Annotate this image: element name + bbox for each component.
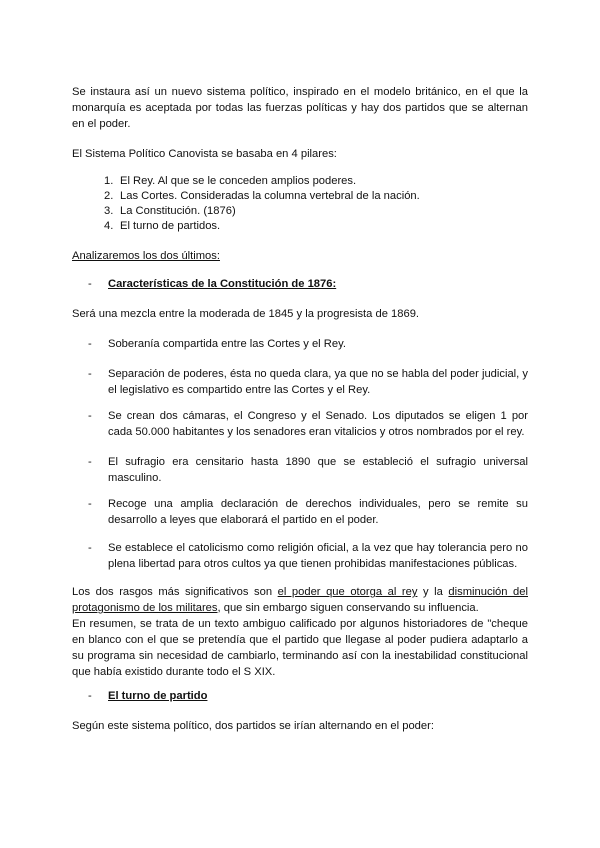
analyze-subtitle: Analizaremos los dos últimos: <box>72 250 220 262</box>
section-heading-turno: - El turno de partido <box>88 690 208 702</box>
bullet-item: - Soberanía compartida entre las Cortes y el Rey. <box>88 338 346 350</box>
section-heading-constitution: - Características de la Constitución de 1876: <box>88 278 337 290</box>
bullet-item: - Se establece el catolicismo como religión oficial, a la vez que hay tolerancia pero no plena libertad para otros cultos ya que tienen prohibidas manifestaciones públicas. <box>88 542 528 570</box>
pillars-intro: El Sistema Político Canovista se basaba en 4 pilares: <box>72 148 337 160</box>
list-item: 3. La Constitución. (1876) <box>104 205 236 217</box>
pillars-list <box>104 174 528 234</box>
list-item: 4. El turno de partidos. <box>104 220 221 232</box>
summary-paragraph: En resumen, se trata de un texto ambiguo calificado por algunos historiadores de "cheque en blanco con el que se pretendía que el partido que llegase al poder pudiera adaptarlo a su programa sin necesidad de cambiarlo, terminando así con la inestabilidad constitucional que había existido durante todo el S XIX. <box>72 618 528 678</box>
intro-paragraph: Se instaura así un nuevo sistema político, inspirado en el modelo británico, en el que la monarquía es aceptada por todas las fuerzas políticas y hay dos partidos que se alternan en el poder. <box>72 86 528 130</box>
key-features-paragraph: Los dos rasgos más significativos son el poder que otorga al rey y la disminución del protagonismo de los militares, que sin embargo siguen conservando su influencia. <box>72 586 528 614</box>
list-item: 2. Las Cortes. Consideradas la columna vertebral de la nación. <box>104 190 420 202</box>
bullet-item: - Recoge una amplia declaración de derechos individuales, pero se remite su desarrollo a leyes que elaborará el partido en el poder. <box>88 498 528 526</box>
turno-intro: Según este sistema político, dos partidos se irían alternando en el poder: <box>72 720 434 732</box>
bullet-item: - El sufragio era censitario hasta 1890 que se estableció el sufragio universal masculino. <box>88 456 528 484</box>
bullet-item: - Separación de poderes, ésta no queda clara, ya que no se habla del poder judicial, y el legislativo es compartido entre las Cortes y el Rey. <box>88 368 528 396</box>
list-item: 1. El Rey. Al que se le conceden amplios poderes. <box>104 175 357 187</box>
constitution-summary: Será una mezcla entre la moderada de 1845 y la progresista de 1869. <box>72 308 420 320</box>
bullet-item: - Se crean dos cámaras, el Congreso y el Senado. Los diputados se eligen 1 por cada 50.000 habitantes y los senadores eran vitalicios y otros nombrados por el rey. <box>88 410 528 438</box>
